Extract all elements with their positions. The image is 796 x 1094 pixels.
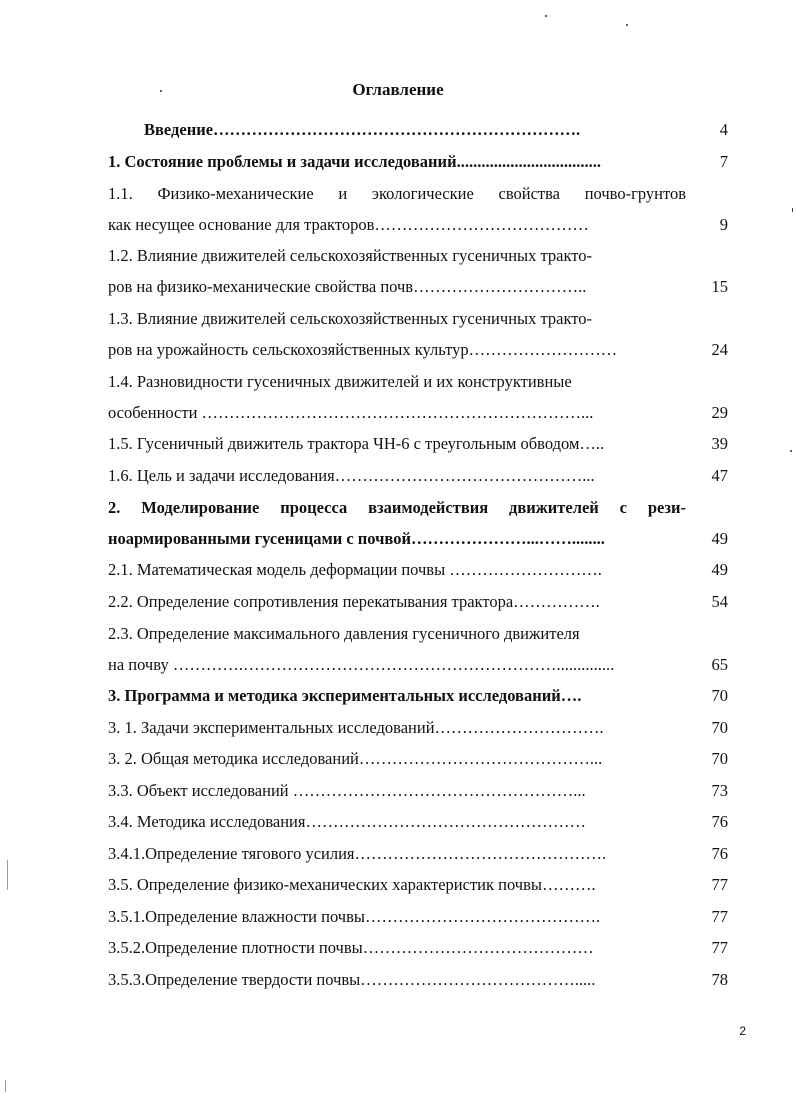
toc-entry-1-5[interactable] (108, 430, 728, 458)
toc-entry-page: 70 (711, 749, 728, 768)
toc-entry-3-5[interactable] (108, 871, 728, 899)
toc-entry-text: ноармированными гусеницами с почвой…………………...……........ (108, 529, 605, 548)
toc-entry-1-2[interactable] (108, 273, 728, 301)
toc-entry-1-4-line1: 1.4. Разновидности гусеничных движителей и их конструктивные (108, 372, 572, 391)
toc-entry-1-1-line1: 1.1. Физико-механические и экологические свойства почво-грунтов (108, 184, 686, 203)
toc-entry-text: как несущее основание для тракторов………………………………… (108, 215, 589, 234)
toc-entry-3-4[interactable] (108, 808, 728, 836)
toc-entry-page: 73 (711, 781, 728, 800)
scan-speck (545, 15, 547, 17)
toc-entry-text: особенности ……………………………………………………………... (108, 403, 594, 422)
toc-entry-page: 76 (711, 844, 728, 863)
toc-entry-1[interactable] (108, 148, 728, 176)
toc-entry-3[interactable] (108, 682, 728, 710)
toc-entry-text: 3.3. Объект исследований ……………………………………………... (108, 781, 586, 800)
toc-entry-page: 76 (711, 812, 728, 831)
scan-speck (790, 450, 792, 452)
toc-entry-text: ров на физико-механические свойства почв………………………….. (108, 277, 587, 296)
toc-entry-text: ров на урожайность сельскохозяйственных культур……………………… (108, 340, 618, 359)
toc-entry-1-3[interactable] (108, 336, 728, 364)
toc-entry-page: 49 (711, 529, 728, 548)
toc-entry-text: 3. 2. Общая методика исследований……………………………………... (108, 749, 603, 768)
toc-entry-2-2[interactable] (108, 588, 728, 616)
toc-entry-page: 47 (711, 466, 728, 485)
toc-entry-text: 1. Состояние проблемы и задачи исследований................................... (108, 152, 601, 171)
toc-entry-3-5-3[interactable] (108, 966, 728, 994)
toc-entry-3-3[interactable] (108, 777, 728, 805)
toc-entry-3-1[interactable] (108, 714, 728, 742)
toc-entry-1-2-line1: 1.2. Влияние движителей сельскохозяйственных гусеничных тракто- (108, 246, 593, 265)
toc-entry-page: 39 (711, 434, 728, 453)
toc-entry-text: 3. 1. Задачи экспериментальных исследований…………………………. (108, 718, 604, 737)
toc-entry-page: 7 (719, 152, 728, 171)
toc-entry-page: 77 (711, 875, 728, 894)
toc-entry-text: 3.5.2.Определение плотности почвы…………………………………… (108, 938, 594, 957)
toc-title: Оглавление (352, 80, 444, 99)
toc-entry-text: 1.5. Гусеничный движитель трактора ЧН-6 с треугольным обводом….. (108, 434, 605, 453)
toc-entry-page: 54 (711, 592, 728, 611)
toc-entry-page: 70 (711, 718, 728, 737)
toc-entry-text: 2.2. Определение сопротивления перекатывания трактора……………. (108, 592, 600, 611)
toc-entry-page: 9 (719, 215, 728, 234)
toc-entry-page: 78 (711, 970, 728, 989)
toc-entry-text: 1.6. Цель и задачи исследования………………………………………... (108, 466, 595, 485)
toc-entry-text: 2.1. Математическая модель деформации почвы ………………………. (108, 560, 602, 579)
toc-entry-2-1[interactable] (108, 556, 728, 584)
toc-entry-page: 15 (711, 277, 728, 296)
toc-entry-2-line1: 2. Моделирование процесса взаимодействия движителей с рези- (108, 498, 686, 517)
toc-entry-text: 3.4.1.Определение тягового усилия………………………………………. (108, 844, 607, 863)
toc-entry-3-4-1[interactable] (108, 840, 728, 868)
toc-entry-page: 65 (711, 655, 728, 674)
toc-entry-1-4[interactable] (108, 399, 728, 427)
toc-entry-page: 4 (719, 120, 728, 139)
scan-speck (5, 1080, 6, 1092)
toc-entry-2-3-line1: 2.3. Определение максимального давления гусеничного движителя (108, 624, 580, 643)
scan-speck (626, 24, 628, 26)
toc-entry-3-2[interactable] (108, 745, 728, 773)
toc-entry-intro[interactable] (108, 116, 728, 144)
toc-entry-page: 29 (711, 403, 728, 422)
toc-entry-page: 77 (711, 938, 728, 957)
toc-entry-1-6[interactable] (108, 462, 728, 490)
scan-speck (792, 208, 793, 212)
scan-speck (160, 90, 162, 92)
toc-entry-2-3[interactable] (108, 651, 728, 679)
toc-entry-text: 3. Программа и методика экспериментальных исследований…. (108, 686, 582, 705)
toc-entry-3-5-2[interactable] (108, 934, 728, 962)
toc-entry-text: 3.5.1.Определение влажности почвы……………………………………. (108, 907, 601, 926)
toc-entry-text: на почву ………….………………………………………………….............. (108, 655, 615, 674)
toc-entry-text: Введение…………………………………………………………. (144, 120, 581, 139)
toc-entry-2[interactable] (108, 525, 728, 553)
toc-entry-page: 77 (711, 907, 728, 926)
toc-entry-1-3-line1: 1.3. Влияние движителей сельскохозяйственных гусеничных тракто- (108, 309, 593, 328)
scan-speck (7, 860, 8, 890)
toc-entry-text: 3.5. Определение физико-механических характеристик почвы………. (108, 875, 596, 894)
page-number: 2 (739, 1024, 746, 1038)
toc-entry-text: 3.5.3.Определение твердости почвы…………………………………..... (108, 970, 596, 989)
toc-entry-1-1[interactable] (108, 211, 728, 239)
toc-entry-page: 70 (711, 686, 728, 705)
toc-entry-page: 24 (711, 340, 728, 359)
toc-entry-3-5-1[interactable] (108, 903, 728, 931)
toc-entry-text: 3.4. Методика исследования…………………………………………… (108, 812, 586, 831)
toc-entry-page: 49 (711, 560, 728, 579)
